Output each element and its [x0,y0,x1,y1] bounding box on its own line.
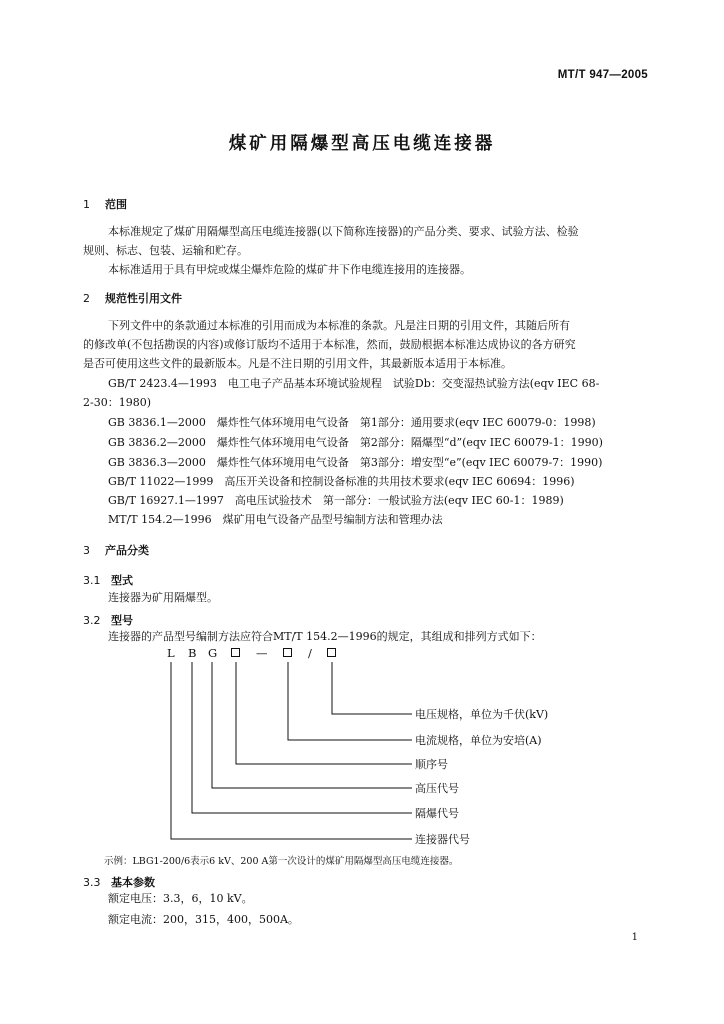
section-3-heading: 3 产品分类 [83,544,149,557]
standard-code: MT/T 947—2005 [557,69,648,81]
reference-item: GB/T 16927.1—1997 高电压试验技术 第一部分：一般试验方法(eqv IEC 60-1：1989) [108,494,564,507]
leader-current [288,662,412,740]
s1-paragraph-1b: 规则、标志、包装、运输和贮存。 [83,244,248,257]
leader-l [171,662,412,839]
section-3-2-heading: 3.2 型号 [83,614,133,627]
code-slash: / [308,646,312,660]
s2-paragraph-1b: 的修改单(不包括勘误的内容)或修订版均不适用于本标准，然而，鼓励根据本标准达成协议的各方研究 [83,338,576,351]
leader-sequence [236,662,412,764]
model-code-leader-lines [0,640,724,860]
document-title: 煤矿用隔爆型高压电缆连接器 [228,134,496,154]
page-number: 1 [631,932,638,943]
label-current: 电流规格，单位为安培(A) [415,734,542,747]
reference-item: 2-30：1980) [83,396,151,409]
leader-b [192,662,412,813]
code-dash: — [256,646,268,660]
code-letter-g: G [208,646,218,660]
section-3-3-heading: 3.3 基本参数 [83,876,155,889]
leader-voltage [332,662,412,714]
rated-voltage: 额定电压：3.3，6，10 kV。 [108,892,253,905]
code-letter-l: L [167,646,175,660]
reference-item: MT/T 154.2—1996 煤矿用电气设备产品型号编制方法和管理办法 [108,513,443,526]
model-example: 示例：LBG1-200/6表示6 kV、200 A第一次设计的煤矿用隔爆型高压电缆连接器。 [104,856,459,867]
section-1-heading: 1 范围 [83,198,127,211]
label-flameproof: 隔爆代号 [415,807,459,820]
section-2-heading: 2 规范性引用文件 [83,292,182,305]
section-3-1-heading: 3.1 型式 [83,574,133,587]
code-letter-b: B [188,646,197,660]
s2-paragraph-1a: 下列文件中的条款通过本标准的引用而成为本标准的条款。凡是注日期的引用文件，其随后所有 [108,319,570,332]
label-connector: 连接器代号 [415,833,470,846]
reference-item: GB/T 11022—1999 高压开关设备和控制设备标准的共用技术要求(eqv IEC 60694：1996) [108,475,575,488]
label-voltage: 电压规格，单位为千伏(kV) [415,708,549,721]
reference-item: GB/T 2423.4—1993 电工电子产品基本环境试验规程 试验Db：交变湿热试验方法(eqv IEC 68- [108,377,600,390]
label-sequence: 顺序号 [415,758,448,771]
reference-item: GB 3836.3—2000 爆炸性气体环境用电气设备 第3部分：增安型“e”(eqv IEC 60079-7：1990) [108,456,603,469]
s31-text: 连接器为矿用隔爆型。 [108,591,218,604]
leader-g [212,662,412,788]
reference-item: GB 3836.2—2000 爆炸性气体环境用电气设备 第2部分：隔爆型“d”(eqv IEC 60079-1：1990) [108,436,603,449]
rated-current: 额定电流：200，315，400，500A。 [108,913,299,926]
s1-paragraph-1a: 本标准规定了煤矿用隔爆型高压电缆连接器(以下简称连接器)的产品分类、要求、试验方法、检验 [108,225,579,238]
s32-text: 连接器的产品型号编制方法应符合MT/T 154.2—1996的规定，其组成和排列方式如下： [108,630,542,643]
s1-paragraph-2: 本标准适用于具有甲烷或煤尘爆炸危险的煤矿井下作电缆连接用的连接器。 [108,263,471,276]
label-high-voltage: 高压代号 [415,782,459,795]
reference-item: GB 3836.1—2000 爆炸性气体环境用电气设备 第1部分：通用要求(eqv IEC 60079-0：1998) [108,416,596,429]
s2-paragraph-1c: 是否可使用这些文件的最新版本。凡是不注日期的引用文件，其最新版本适用于本标准。 [83,357,512,370]
